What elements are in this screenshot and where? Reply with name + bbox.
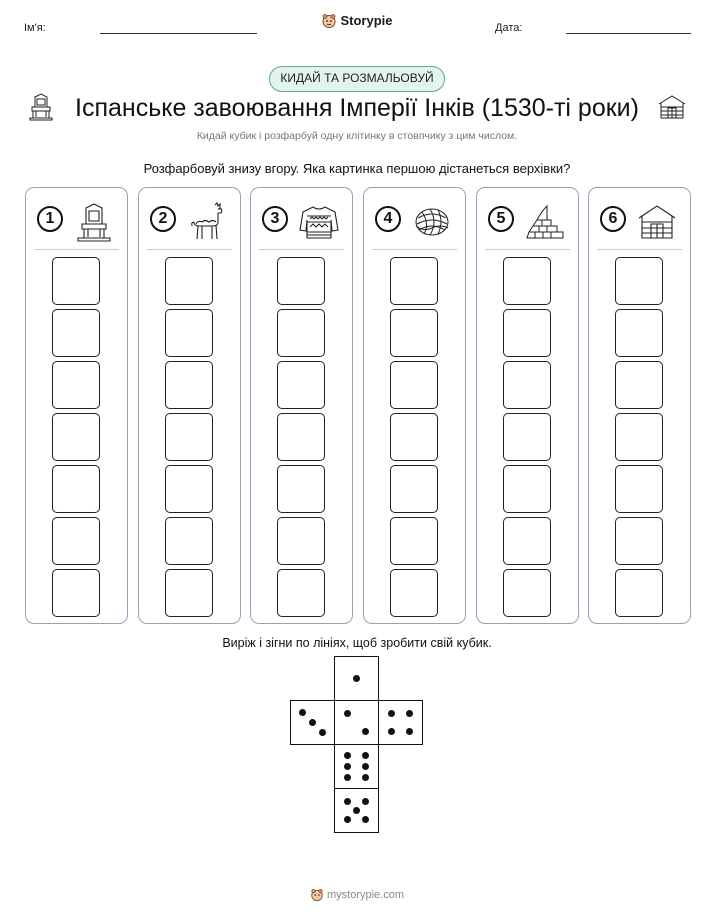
divider — [34, 249, 119, 250]
pip — [388, 728, 395, 735]
dice-face-1 — [334, 656, 379, 701]
pip — [344, 752, 351, 759]
color-cell[interactable] — [165, 257, 213, 305]
color-cell[interactable] — [390, 309, 438, 357]
date-label: Дата: — [495, 22, 523, 34]
column-1 — [25, 187, 128, 624]
pip — [344, 774, 351, 781]
cut-instruction: Виріж і зігни по лініях, щоб зробити свій кубик. — [222, 636, 492, 650]
footer-url[interactable]: mystorypie.com — [326, 889, 405, 901]
column-4 — [363, 187, 466, 624]
column-3 — [250, 187, 353, 624]
divider — [259, 249, 344, 250]
pip — [362, 816, 369, 823]
color-cell[interactable] — [165, 569, 213, 617]
brand-logo — [0, 12, 714, 29]
color-cell[interactable] — [390, 361, 438, 409]
pip — [406, 728, 413, 735]
name-label: Ім'я: — [24, 22, 46, 34]
color-cell[interactable] — [390, 569, 438, 617]
color-cell[interactable] — [52, 413, 100, 461]
column-2 — [138, 187, 241, 624]
column-6 — [588, 187, 691, 624]
color-cell[interactable] — [390, 465, 438, 513]
stone-terrace-icon — [523, 202, 567, 242]
divider — [372, 249, 457, 250]
color-cell[interactable] — [390, 517, 438, 565]
column-number: 4 — [375, 206, 401, 232]
column-5 — [476, 187, 579, 624]
divider — [485, 249, 570, 250]
color-cell[interactable] — [52, 361, 100, 409]
storehouse-icon — [635, 202, 679, 242]
color-cell[interactable] — [615, 361, 663, 409]
storehouse-icon — [657, 94, 687, 120]
color-cell[interactable] — [277, 309, 325, 357]
color-cell[interactable] — [52, 569, 100, 617]
color-cell[interactable] — [615, 413, 663, 461]
sweater-icon — [297, 202, 341, 242]
throne-icon — [72, 202, 116, 242]
pip — [344, 816, 351, 823]
color-cell[interactable] — [503, 413, 551, 461]
column-number: 5 — [488, 206, 514, 232]
pip — [319, 729, 326, 736]
pip — [362, 752, 369, 759]
color-cell[interactable] — [277, 361, 325, 409]
page-title: Іспанське завоювання Імперії Інків (1530-ті роки) — [75, 94, 639, 122]
activity-badge: КИДАЙ ТА РОЗМАЛЬОВУЙ — [269, 66, 445, 92]
color-cell[interactable] — [615, 257, 663, 305]
color-cell[interactable] — [277, 413, 325, 461]
color-cell[interactable] — [277, 569, 325, 617]
color-cell[interactable] — [503, 257, 551, 305]
pip — [406, 710, 413, 717]
name-line[interactable] — [100, 33, 257, 34]
column-number: 3 — [262, 206, 288, 232]
pip — [362, 798, 369, 805]
pip — [362, 728, 369, 735]
pip — [309, 719, 316, 726]
color-cell[interactable] — [615, 569, 663, 617]
llama-icon — [185, 202, 229, 242]
pip — [353, 807, 360, 814]
color-cell[interactable] — [165, 465, 213, 513]
color-cell[interactable] — [52, 465, 100, 513]
pip — [388, 710, 395, 717]
color-cell[interactable] — [615, 517, 663, 565]
color-cell[interactable] — [52, 257, 100, 305]
pip — [362, 763, 369, 770]
pie-mascot-icon — [310, 888, 324, 902]
column-number: 2 — [150, 206, 176, 232]
color-cell[interactable] — [503, 569, 551, 617]
brand-name: Storypie — [340, 13, 393, 29]
color-cell[interactable] — [165, 413, 213, 461]
column-number: 6 — [600, 206, 626, 232]
color-cell[interactable] — [277, 465, 325, 513]
color-cell[interactable] — [390, 257, 438, 305]
pip — [353, 675, 360, 682]
dice-face-6 — [334, 744, 379, 789]
pip — [344, 710, 351, 717]
divider — [147, 249, 232, 250]
color-cell[interactable] — [615, 309, 663, 357]
color-cell[interactable] — [165, 517, 213, 565]
footer — [0, 888, 714, 902]
pip — [299, 709, 306, 716]
dice-face-5 — [334, 788, 379, 833]
pip — [344, 798, 351, 805]
color-cell[interactable] — [503, 465, 551, 513]
pie-mascot-icon — [321, 13, 337, 29]
color-cell[interactable] — [503, 517, 551, 565]
color-cell[interactable] — [503, 361, 551, 409]
column-number: 1 — [37, 206, 63, 232]
color-cell[interactable] — [615, 465, 663, 513]
instruction-text: Розфарбовуй знизу вгору. Яка картинка першою дістанеться верхівки? — [143, 161, 571, 176]
dice-face-4 — [378, 700, 423, 745]
color-cell[interactable] — [52, 309, 100, 357]
color-cell[interactable] — [52, 517, 100, 565]
dice-face-3 — [290, 700, 335, 745]
yarn-icon — [410, 202, 454, 242]
color-cell[interactable] — [277, 517, 325, 565]
color-cell[interactable] — [503, 309, 551, 357]
color-cell[interactable] — [165, 309, 213, 357]
color-cell[interactable] — [165, 361, 213, 409]
dice-face-2 — [334, 700, 379, 745]
date-line[interactable] — [566, 33, 691, 34]
pip — [344, 763, 351, 770]
color-cell[interactable] — [277, 257, 325, 305]
divider — [597, 249, 682, 250]
pip — [362, 774, 369, 781]
color-cell[interactable] — [390, 413, 438, 461]
subtitle: Кидай кубик і розфарбуй одну клітинку в стовпчику з цим числом. — [196, 130, 518, 142]
